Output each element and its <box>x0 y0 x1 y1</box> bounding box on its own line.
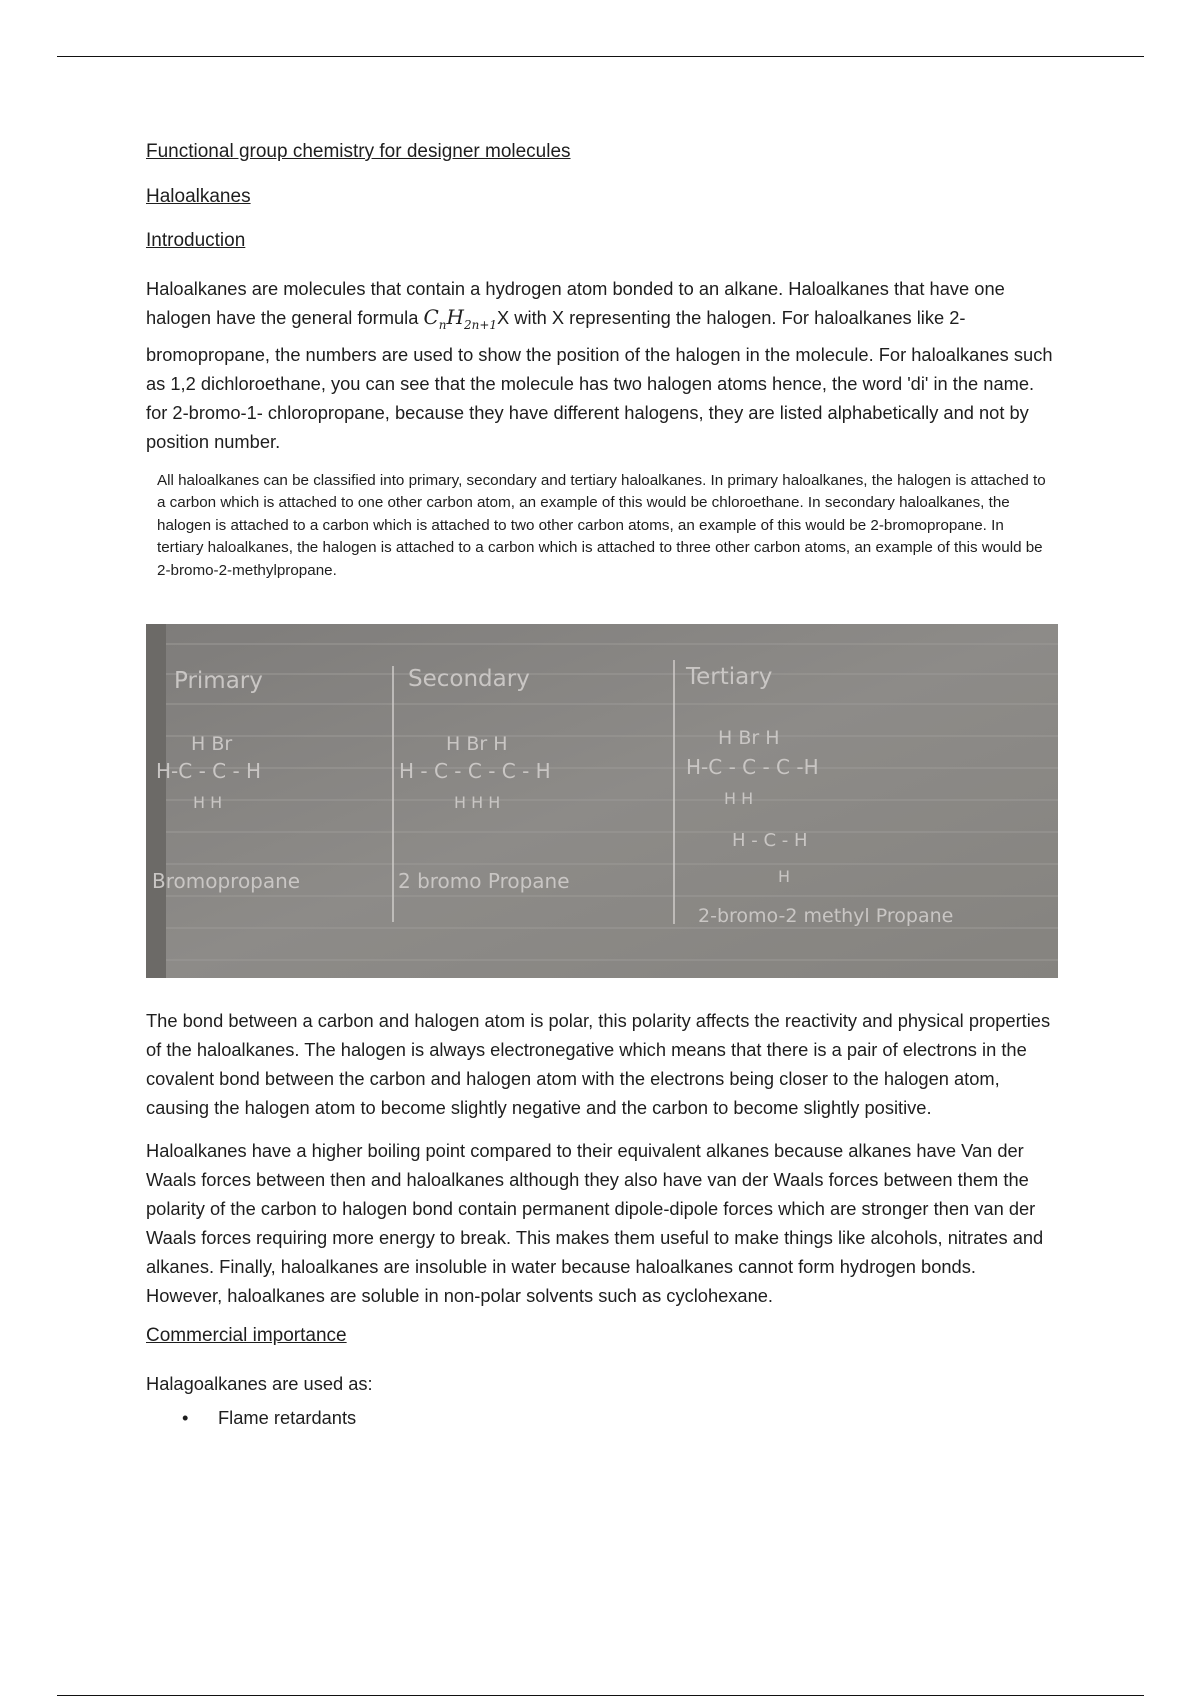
tertiary-row-4: H - C - H <box>732 830 808 852</box>
tertiary-row-5: H <box>778 867 791 887</box>
primary-row-3: H H <box>193 793 223 813</box>
primary-heading: Primary <box>174 668 263 695</box>
tertiary-row-1: H Br H <box>718 727 780 750</box>
header-rule <box>57 56 1144 57</box>
primary-row-2: H-C - C - H <box>156 759 262 784</box>
tertiary-heading: Tertiary <box>686 664 773 691</box>
document-body <box>146 140 1054 1430</box>
secondary-name: 2 bromo Propane <box>398 869 570 894</box>
intro-text-end: X with X representing the halogen. For haloalkanes like 2-bromopropane, the numbers are used to show the position of the halogen in the molecule. For haloalkanes such as 1,2 dichloroethane, you can see that the molecule has two halogen atoms hence, the word 'di' in the name. for 2-bromo-1- chloropropane, because they have different halogens, they are listed alphabetically and not by position number. <box>146 307 1053 452</box>
polarity-paragraph: The bond between a carbon and halogen atom is polar, this polarity affects the reactivity and physical properties of the haloalkanes. The halogen is always electronegative which means that there is a pair of electrons in the covalent bond between the carbon and halogen atom with the electrons being closer to the halogen atom, causing the halogen atom to become slightly negative and the carbon to become slightly positive. <box>146 1010 1051 1119</box>
list-item <box>146 1406 1054 1430</box>
intro-text-start: Haloalkanes are molecules that contain a hydrogen atom bonded to an alkane. Haloalkanes that have one halogen have the general formula <box>146 278 1005 328</box>
general-formula: $C_nH_{2n+1}$ <box>423 305 498 332</box>
tertiary-name: 2-bromo-2 methyl Propane <box>698 905 954 928</box>
footer-rule <box>57 1695 1144 1696</box>
intro-paragraph <box>146 274 1054 456</box>
primary-row-1: H Br <box>191 733 233 756</box>
tertiary-row-3: H H <box>724 789 754 809</box>
subsection-heading: Introduction <box>146 230 246 251</box>
handwritten-structures-photo <box>146 624 1058 978</box>
secondary-row-2: H - C - C - C - H <box>399 759 551 784</box>
secondary-row-1: H Br H <box>446 733 508 756</box>
secondary-heading: Secondary <box>408 666 530 693</box>
tertiary-row-2: H-C - C - C -H <box>686 755 819 780</box>
section-heading: Haloalkanes <box>146 186 251 207</box>
document-title: Functional group chemistry for designer molecules <box>146 141 571 162</box>
list-item-text: Flame retardants <box>218 1407 357 1429</box>
boiling-point-paragraph: Haloalkanes have a higher boiling point compared to their equivalent alkanes because alkanes have Van der Waals forces between then and haloalkanes although they also have van der Waals forces between them the polarity of the carbon to halogen bond contain permanent dipole-dipole forces which are stronger then van der Waals forces requiring more energy to break. This makes them useful to make things like alcohols, nitrates and alkanes. Finally, haloalkanes are insoluble in water because haloalkanes cannot form hydrogen bonds. However, haloalkanes are soluble in non-polar solvents such as cyclohexane. <box>146 1140 1044 1307</box>
uses-intro: Halagoalkanes are used as: <box>146 1373 373 1395</box>
uses-list <box>146 1406 1054 1430</box>
primary-name: Bromopropane <box>152 869 301 894</box>
commercial-heading: Commercial importance <box>146 1325 347 1347</box>
secondary-row-3: H H H <box>454 793 501 813</box>
classification-paragraph: All haloalkanes can be classified into primary, secondary and tertiary haloalkanes. In primary haloalkanes, the halogen is attached to a carbon which is attached to one other carbon atom, an example of this would be chloroethane. In secondary haloalkanes, the halogen is attached to a carbon which is attached to two other carbon atoms, an example of this would be 2-bromopropane. In tertiary haloalkanes, the halogen is attached to a carbon which is attached to three other carbon atoms, an example of this would be 2-bromo-2-methylpropane. <box>157 472 1046 579</box>
bullet-icon: • <box>182 1407 189 1429</box>
